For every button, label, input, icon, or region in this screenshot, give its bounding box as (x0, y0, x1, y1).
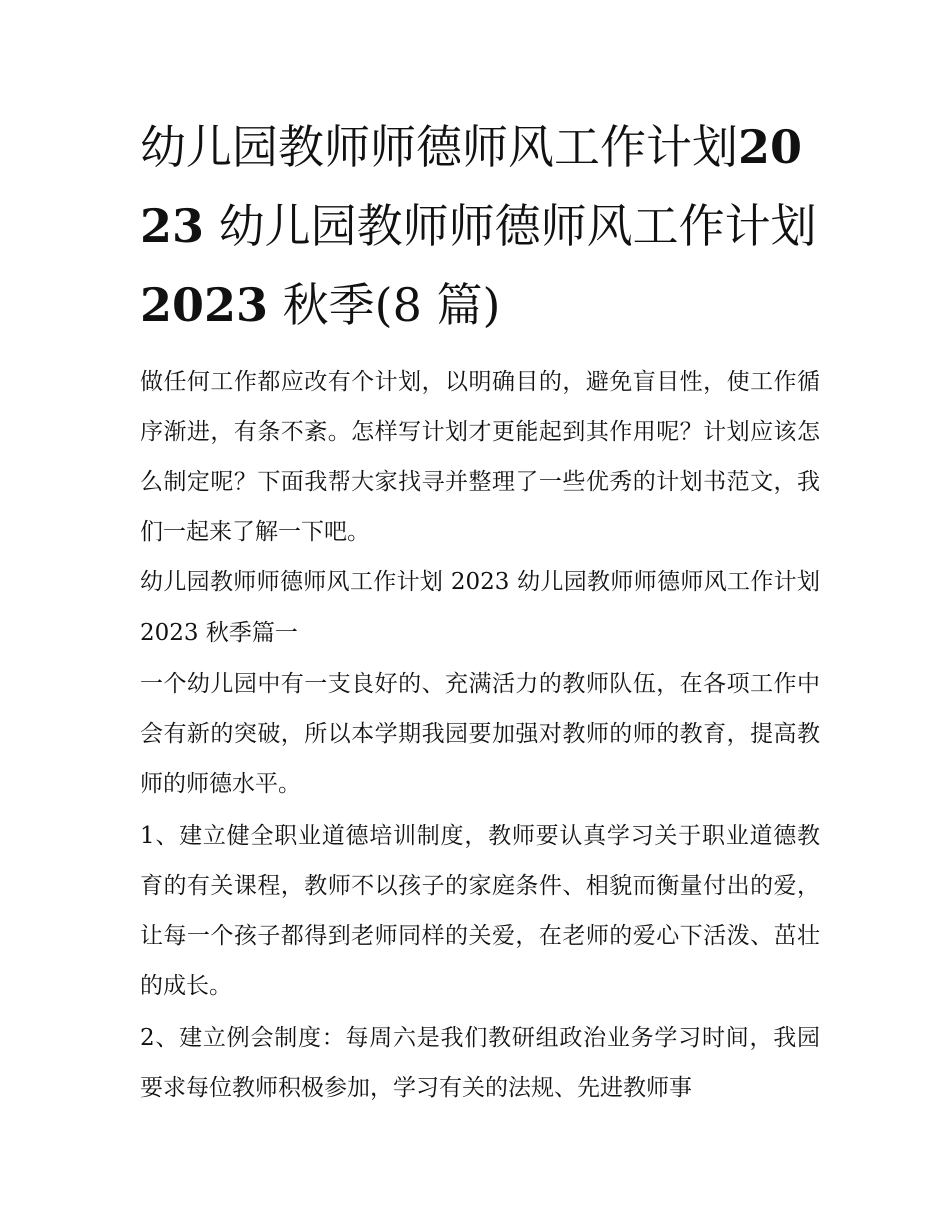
title-year-2: 2023 (140, 278, 269, 332)
title-text-3: 秋季(8 篇) (282, 278, 501, 332)
intro-paragraph: 做任何工作都应改有个计划，以明确目的，避免盲目性，使工作循序渐进，有条不紊。怎样写计划才更能起到其作用呢？计划应该怎么制定呢？下面我帮大家找寻并整理了一些优秀的计划书范文，我们一起来了解一下吧。 (140, 369, 820, 545)
title-year-1: 2023 (140, 120, 803, 253)
document-page (140, 108, 820, 1113)
list-item-1: 1、建立健全职业道德培训制度，教师要认真学习关于职业道德教育的有关课程，教师不以孩子的家庭条件、相貌而衡量付出的爱，让每一个孩子都得到老师同样的关爱，在老师的爱心下活泼、茁壮的成长。 (140, 823, 820, 999)
title-text-1: 幼儿园教师师德师风工作计划 (140, 120, 738, 174)
title-text-2: 幼儿园教师师德师风工作计划 (218, 199, 817, 253)
body-paragraph-1: 一个幼儿园中有一支良好的、充满活力的教师队伍，在各项工作中会有新的突破，所以本学期我园要加强对教师的师的教育，提高教师的师德水平。 (140, 671, 820, 797)
list-item-2: 2、建立例会制度：每周六是我们教研组政治业务学习时间，我园要求每位教师积极参加，学习有关的法规、先进教师事 (140, 1025, 820, 1101)
document-title (140, 108, 820, 345)
section-heading: 幼儿园教师师德师风工作计划 2023 幼儿园教师师德师风工作计划 2023 秋季篇一 (140, 569, 820, 646)
